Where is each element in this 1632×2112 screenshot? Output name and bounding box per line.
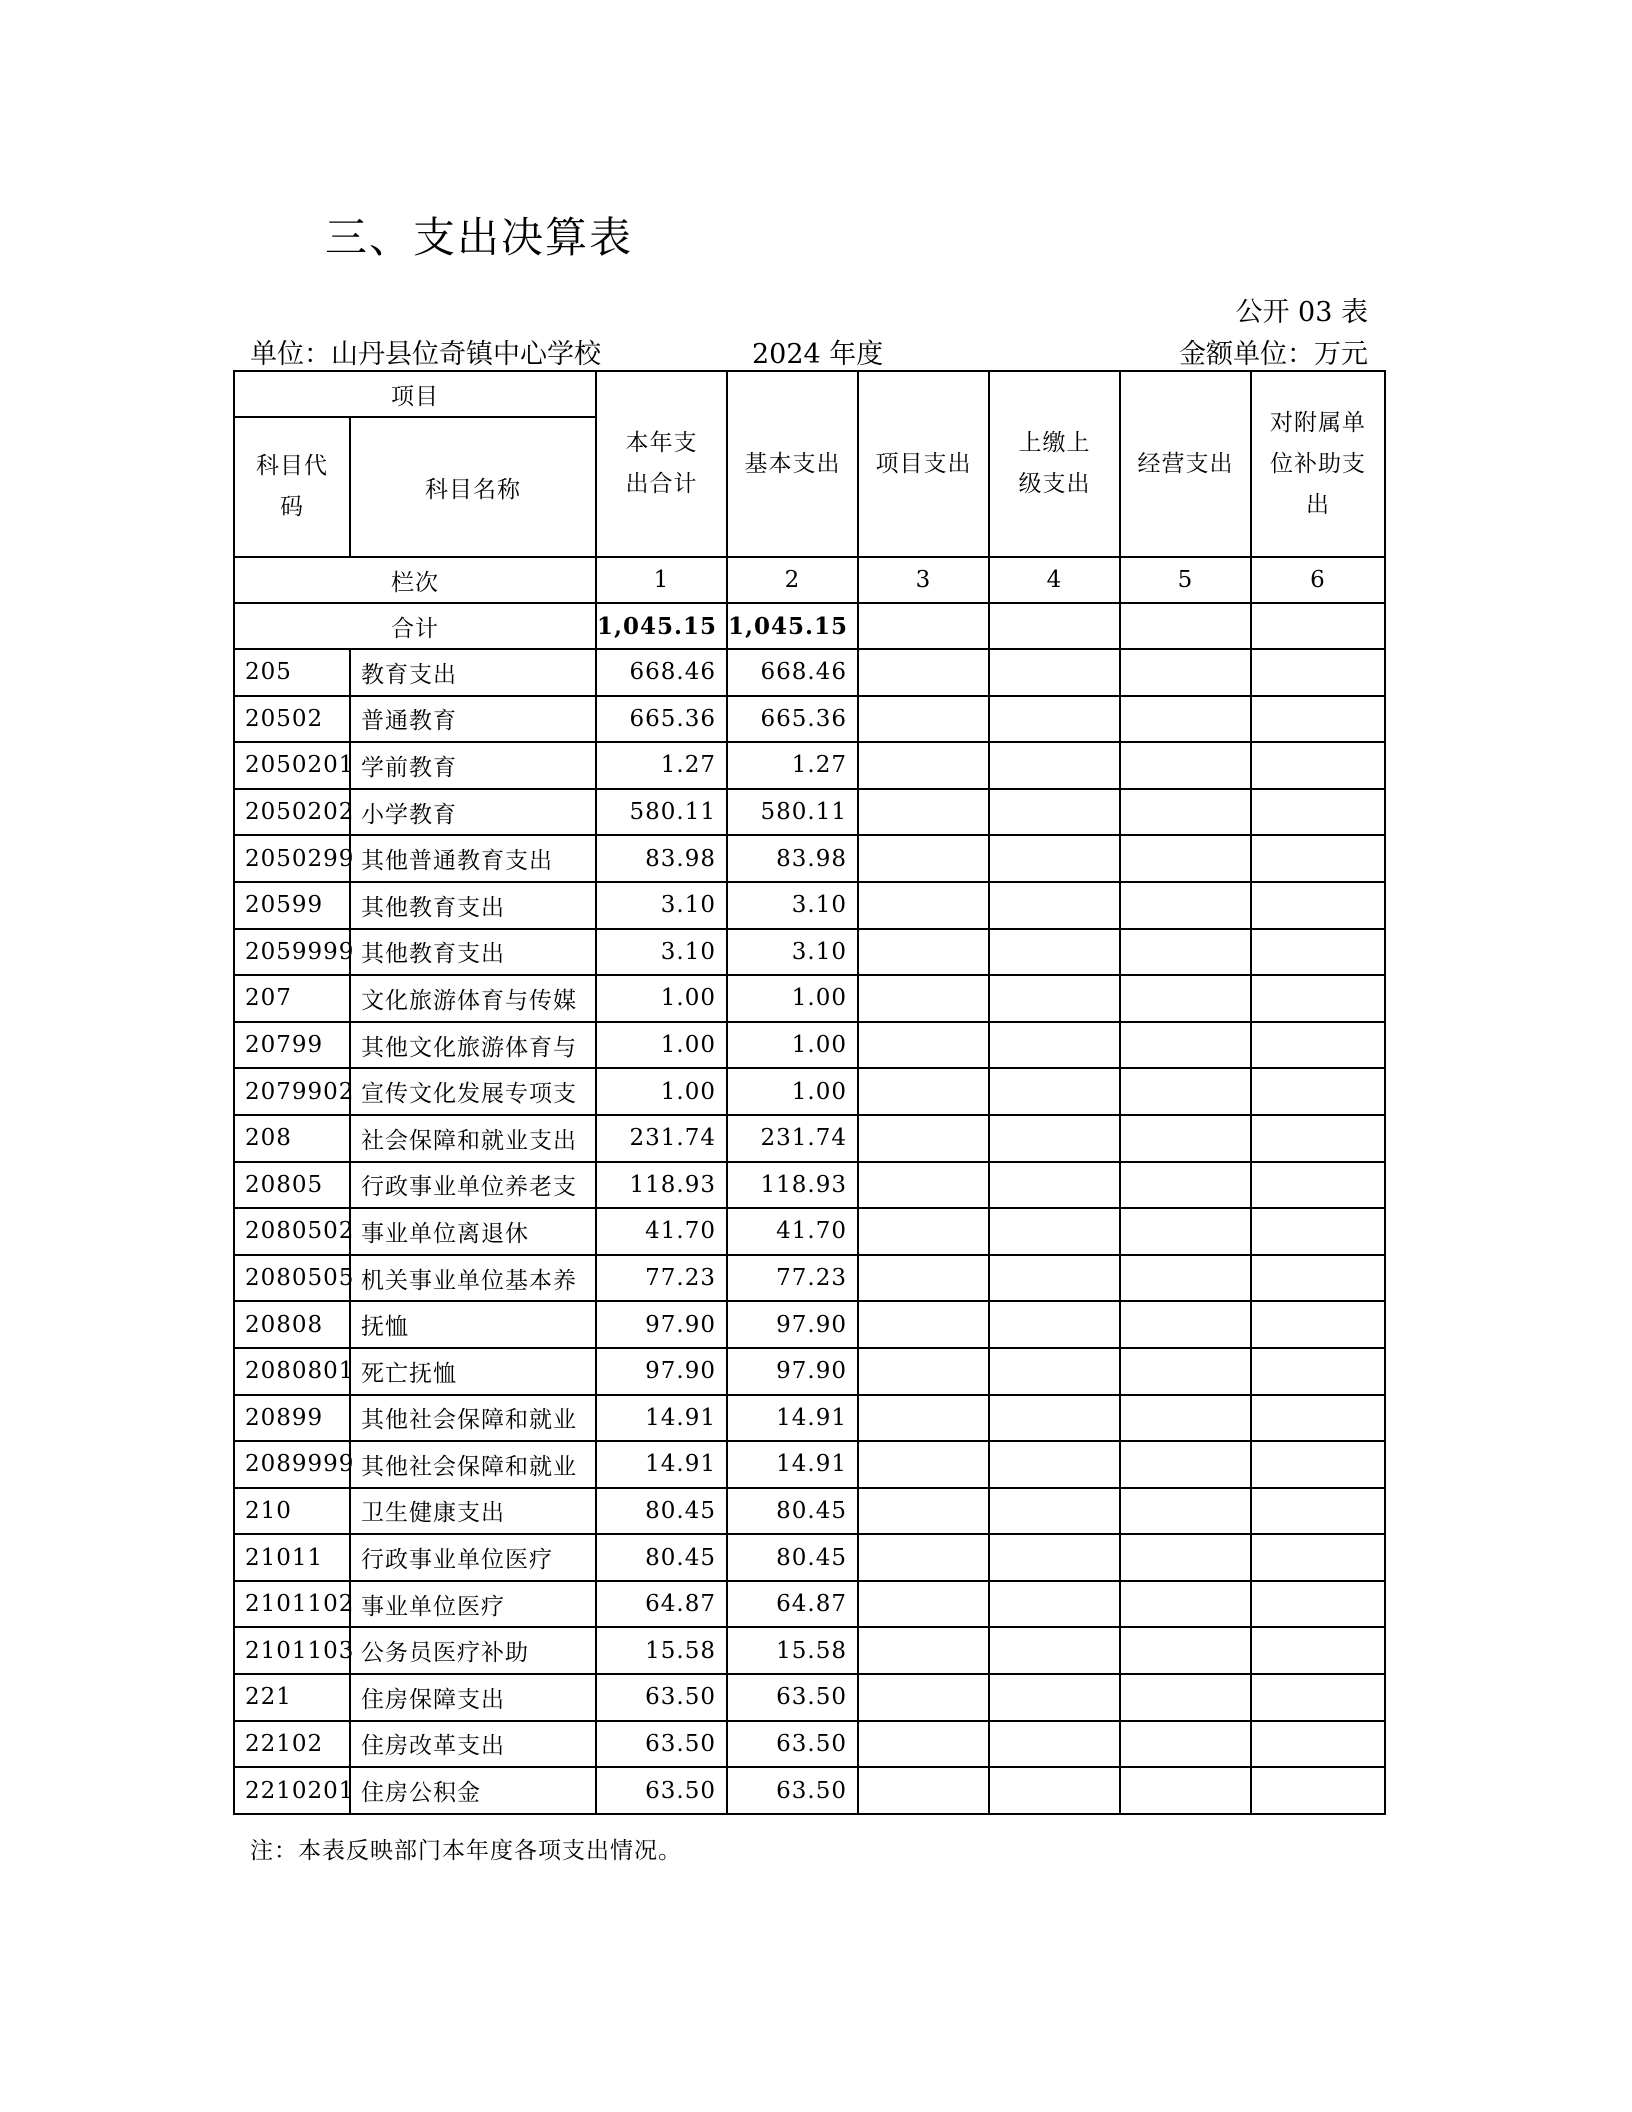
amount-cell: 3.10 [727,882,858,929]
amount-cell [1251,1395,1385,1442]
subject-code: 21011 [234,1534,350,1581]
table-row [234,975,1385,1022]
subject-name: 社会保障和就业支出 [350,1115,596,1162]
subject-code: 20799 [234,1022,350,1069]
subject-code: 2089999 [234,1441,350,1488]
header-project: 项目 [234,371,596,417]
amount-cell [858,1255,989,1302]
page-title: 三、支出决算表 [325,213,634,262]
order-num: 1 [596,557,727,603]
amount-cell [1251,1581,1385,1628]
amount-cell [858,1208,989,1255]
amount-cell [1251,1767,1385,1814]
amount-cell [989,742,1120,789]
amount-cell [858,882,989,929]
amount-cell: 63.50 [596,1767,727,1814]
amount-cell [1120,1488,1251,1535]
subject-name: 抚恤 [350,1301,596,1348]
total-label: 合计 [234,603,596,649]
amount-cell: 15.58 [596,1627,727,1674]
amount-cell: 77.23 [727,1255,858,1302]
amount-cell [1120,1255,1251,1302]
subject-name: 其他教育支出 [350,882,596,929]
amount-cell [1251,1488,1385,1535]
amount-cell [989,1068,1120,1115]
subject-code: 2050299 [234,835,350,882]
total-value [1120,603,1251,649]
table-row [234,1022,1385,1069]
amount-cell [989,1627,1120,1674]
subject-code: 2101102 [234,1581,350,1628]
subject-code: 221 [234,1674,350,1721]
unit-label: 单位：山丹县位奇镇中心学校 [250,339,601,370]
amount-cell: 14.91 [596,1441,727,1488]
amount-cell [858,1115,989,1162]
subject-name: 行政事业单位医疗 [350,1534,596,1581]
amount-cell: 63.50 [596,1674,727,1721]
order-num: 2 [727,557,858,603]
amount-cell: 118.93 [727,1162,858,1209]
amount-cell [1120,649,1251,696]
table-row [234,1488,1385,1535]
amount-cell: 1.27 [727,742,858,789]
amount-cell: 231.74 [727,1115,858,1162]
amount-cell [1251,882,1385,929]
amount-cell: 1.00 [596,975,727,1022]
amount-cell: 97.90 [596,1348,727,1395]
amount-cell [1120,1208,1251,1255]
amount-cell: 97.90 [596,1301,727,1348]
amount-cell [1251,1162,1385,1209]
amount-cell [1251,1721,1385,1768]
subject-code: 2080505 [234,1255,350,1302]
total-value: 1,045.15 [596,603,727,649]
header-code: 科目代码 [234,417,350,557]
subject-name: 文化旅游体育与传媒 [350,975,596,1022]
amount-cell [1120,1721,1251,1768]
subject-code: 205 [234,649,350,696]
subject-name: 学前教育 [350,742,596,789]
header-col-2: 基本支出 [727,371,858,557]
amount-cell [858,975,989,1022]
amount-cell [1120,975,1251,1022]
amount-cell [989,1348,1120,1395]
amount-cell [989,929,1120,976]
subject-name: 行政事业单位养老支 [350,1162,596,1209]
subject-code: 20599 [234,882,350,929]
amount-cell [1120,1441,1251,1488]
subject-code: 2101103 [234,1627,350,1674]
amount-cell: 41.70 [727,1208,858,1255]
subject-name: 死亡抚恤 [350,1348,596,1395]
amount-cell [1251,696,1385,743]
unit-line [250,332,1368,372]
amount-cell [1251,975,1385,1022]
amount-cell [989,1115,1120,1162]
subject-code: 2079902 [234,1068,350,1115]
amount-cell [1120,1162,1251,1209]
amount-cell: 231.74 [596,1115,727,1162]
table-row [234,1348,1385,1395]
table-row [234,1767,1385,1814]
year-label: 2024 年度 [752,339,884,370]
amount-cell [1120,1674,1251,1721]
amount-cell [1251,1348,1385,1395]
expenditure-table [233,370,1386,1815]
table-row [234,696,1385,743]
table-row [234,1395,1385,1442]
amount-cell [989,1395,1120,1442]
money-unit-label: 金额单位：万元 [1179,339,1368,370]
amount-cell [1251,1674,1385,1721]
total-value [858,603,989,649]
subject-name: 其他社会保障和就业 [350,1441,596,1488]
subject-name: 事业单位医疗 [350,1581,596,1628]
subject-name: 其他教育支出 [350,929,596,976]
header-col-5: 经营支出 [1120,371,1251,557]
amount-cell [858,696,989,743]
subject-code: 20899 [234,1395,350,1442]
amount-cell [1251,742,1385,789]
amount-cell [858,789,989,836]
subject-name: 机关事业单位基本养 [350,1255,596,1302]
subject-name: 住房公积金 [350,1767,596,1814]
amount-cell [1120,1068,1251,1115]
amount-cell [989,1441,1120,1488]
order-label: 栏次 [234,557,596,603]
table-row [234,1115,1385,1162]
subject-name: 事业单位离退休 [350,1208,596,1255]
amount-cell: 668.46 [727,649,858,696]
amount-cell [1251,1208,1385,1255]
amount-cell [1251,1115,1385,1162]
amount-cell: 63.50 [727,1674,858,1721]
amount-cell [989,1255,1120,1302]
amount-cell [989,1488,1120,1535]
amount-cell [1120,1022,1251,1069]
amount-cell [1251,1255,1385,1302]
amount-cell [1120,1115,1251,1162]
amount-cell [1251,1068,1385,1115]
amount-cell: 14.91 [727,1441,858,1488]
amount-cell [989,975,1120,1022]
amount-cell [1120,1627,1251,1674]
amount-cell [989,789,1120,836]
header-col-3: 项目支出 [858,371,989,557]
amount-cell [1120,835,1251,882]
amount-cell: 118.93 [596,1162,727,1209]
subject-code: 2210201 [234,1767,350,1814]
amount-cell [858,835,989,882]
amount-cell: 80.45 [727,1534,858,1581]
amount-cell [858,1068,989,1115]
amount-cell: 1.00 [727,1068,858,1115]
table-row [234,1162,1385,1209]
amount-cell [858,1022,989,1069]
subject-name: 小学教育 [350,789,596,836]
subject-code: 2050201 [234,742,350,789]
table-row [234,835,1385,882]
amount-cell: 1.00 [727,975,858,1022]
order-num: 6 [1251,557,1385,603]
table-row [234,649,1385,696]
subject-code: 20808 [234,1301,350,1348]
total-value [1251,603,1385,649]
subject-name: 卫生健康支出 [350,1488,596,1535]
amount-cell [858,1441,989,1488]
header-col-4: 上缴上级支出 [989,371,1120,557]
amount-cell: 580.11 [727,789,858,836]
subject-name: 住房改革支出 [350,1721,596,1768]
subject-code: 22102 [234,1721,350,1768]
subject-name: 公务员医疗补助 [350,1627,596,1674]
amount-cell [1120,1581,1251,1628]
subject-code: 207 [234,975,350,1022]
subject-name: 其他普通教育支出 [350,835,596,882]
amount-cell [989,1208,1120,1255]
subject-code: 2080801 [234,1348,350,1395]
amount-cell: 665.36 [596,696,727,743]
amount-cell [1120,882,1251,929]
order-num: 5 [1120,557,1251,603]
amount-cell [858,1162,989,1209]
amount-cell [1120,1534,1251,1581]
amount-cell [989,696,1120,743]
subject-code: 20502 [234,696,350,743]
amount-cell [1120,1395,1251,1442]
amount-cell: 63.50 [596,1721,727,1768]
amount-cell: 1.00 [596,1068,727,1115]
amount-cell [1120,1767,1251,1814]
subject-name: 宣传文化发展专项支 [350,1068,596,1115]
subject-code: 208 [234,1115,350,1162]
amount-cell: 97.90 [727,1301,858,1348]
subject-name: 其他社会保障和就业 [350,1395,596,1442]
amount-cell [858,1767,989,1814]
amount-cell: 77.23 [596,1255,727,1302]
amount-cell [1120,1348,1251,1395]
form-number: 公开 03 表 [1235,297,1368,328]
table-row [234,1674,1385,1721]
amount-cell: 83.98 [596,835,727,882]
amount-cell [1251,1441,1385,1488]
amount-cell: 3.10 [596,929,727,976]
amount-cell: 3.10 [596,882,727,929]
amount-cell [1251,789,1385,836]
amount-cell: 41.70 [596,1208,727,1255]
amount-cell [1251,929,1385,976]
amount-cell: 97.90 [727,1348,858,1395]
amount-cell [858,1488,989,1535]
amount-cell [858,1627,989,1674]
table-row [234,1255,1385,1302]
amount-cell [858,1301,989,1348]
total-value: 1,045.15 [727,603,858,649]
amount-cell [1120,1301,1251,1348]
amount-cell [858,1348,989,1395]
order-num: 3 [858,557,989,603]
amount-cell [1120,696,1251,743]
subject-name: 普通教育 [350,696,596,743]
amount-cell [989,835,1120,882]
amount-cell [1251,1301,1385,1348]
order-num: 4 [989,557,1120,603]
amount-cell [858,1581,989,1628]
table-row [234,882,1385,929]
subject-name: 住房保障支出 [350,1674,596,1721]
amount-cell [989,649,1120,696]
table-row [234,1441,1385,1488]
amount-cell [1251,1534,1385,1581]
amount-cell [858,929,989,976]
amount-cell: 80.45 [596,1534,727,1581]
amount-cell [858,742,989,789]
subject-code: 2080502 [234,1208,350,1255]
table-row [234,1068,1385,1115]
amount-cell [1120,742,1251,789]
amount-cell: 1.27 [596,742,727,789]
amount-cell [989,1162,1120,1209]
table-row [234,1208,1385,1255]
table-row [234,929,1385,976]
amount-cell [989,1022,1120,1069]
amount-cell: 580.11 [596,789,727,836]
amount-cell [858,1721,989,1768]
amount-cell: 14.91 [727,1395,858,1442]
amount-cell [989,1721,1120,1768]
amount-cell [989,882,1120,929]
amount-cell [858,1674,989,1721]
amount-cell [1251,1022,1385,1069]
table-row [234,1581,1385,1628]
subject-name: 教育支出 [350,649,596,696]
amount-cell: 64.87 [596,1581,727,1628]
amount-cell [989,1534,1120,1581]
order-row [234,557,1385,603]
amount-cell: 665.36 [727,696,858,743]
table-row [234,789,1385,836]
amount-cell [989,1674,1120,1721]
subject-code: 20805 [234,1162,350,1209]
amount-cell: 1.00 [727,1022,858,1069]
header-col-6: 对附属单位补助支出 [1251,371,1385,557]
amount-cell [989,1301,1120,1348]
total-row [234,603,1385,649]
header-col-1: 本年支出合计 [596,371,727,557]
amount-cell [989,1767,1120,1814]
subject-code: 2050202 [234,789,350,836]
subject-name: 其他文化旅游体育与 [350,1022,596,1069]
amount-cell: 80.45 [596,1488,727,1535]
amount-cell: 14.91 [596,1395,727,1442]
amount-cell [1251,835,1385,882]
amount-cell [858,1534,989,1581]
amount-cell [1120,789,1251,836]
table-row [234,1534,1385,1581]
amount-cell [1251,1627,1385,1674]
amount-cell: 80.45 [727,1488,858,1535]
amount-cell [858,1395,989,1442]
header-name: 科目名称 [350,417,596,557]
amount-cell: 63.50 [727,1767,858,1814]
table-note: 注：本表反映部门本年度各项支出情况。 [250,1838,682,1864]
subject-code: 210 [234,1488,350,1535]
amount-cell [989,1581,1120,1628]
table-row [234,742,1385,789]
amount-cell: 63.50 [727,1721,858,1768]
amount-cell [858,649,989,696]
table-row [234,1627,1385,1674]
subject-code: 2059999 [234,929,350,976]
amount-cell: 668.46 [596,649,727,696]
amount-cell [1120,929,1251,976]
table-row [234,1301,1385,1348]
table-row [234,1721,1385,1768]
total-value [989,603,1120,649]
amount-cell: 64.87 [727,1581,858,1628]
amount-cell: 1.00 [596,1022,727,1069]
amount-cell: 3.10 [727,929,858,976]
amount-cell: 83.98 [727,835,858,882]
amount-cell: 15.58 [727,1627,858,1674]
amount-cell [1251,649,1385,696]
